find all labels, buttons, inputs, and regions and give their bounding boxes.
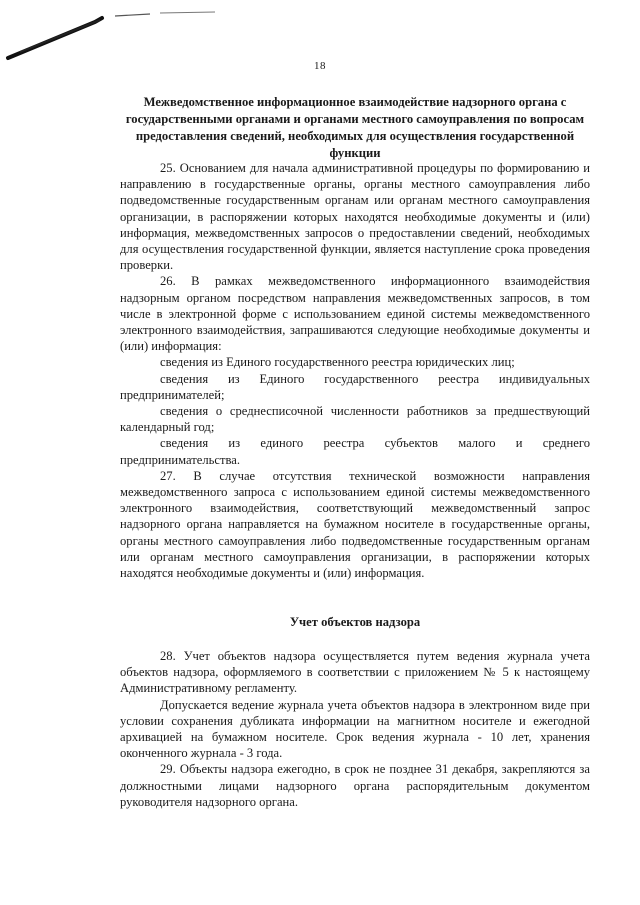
body-section-2	[120, 648, 590, 810]
list-item-headcount: сведения о среднесписочной численности работников за предшествующий календарный год;	[120, 404, 590, 435]
paragraph-25: 25. Основанием для начала административной процедуры по формированию и направлению в государственные органы, органы местного самоуправления либо подведомственные государственным органам или органам местного самоуправления организации, в распоряжении которых находятся необходимые документы и (или) информация, межведомственных запросов о предоставлении сведений, необходимых для осуществления государственной функции, является наступление срока проведения проверки.	[120, 161, 590, 273]
paragraph-electronic-journal: Допускается ведение журнала учета объектов надзора в электронном виде при условии сохранения дубликата информации на магнитном носителе и ежегодной архивацией на бумажном носителе. Срок ведения журнала - 10 лет, хранения оконченного журнала - 3 года.	[120, 697, 590, 761]
paragraph-29: 29. Объекты надзора ежегодно, в срок не позднее 31 декабря, закрепляются за должностными лицами надзорного органа распорядительным документом руководителя надзорного органа.	[120, 762, 590, 809]
paragraph-27: 27. В случае отсутствия технической возможности направления межведомственного запроса с использованием единой системы межведомственного электронного взаимодействия, соответствующий межведомственный запрос надзорного органа направляется на бумажном носителе в государственные органы, органы местного самоуправления либо подведомственные государственным органам или органам местного самоуправления организации, в распоряжении которых находятся необходимые документы и (или) информация.	[120, 468, 590, 581]
list-item-sme-registry: сведения из единого реестра субъектов малого и среднего предпринимательства.	[120, 436, 590, 467]
section-heading: Учет объектов надзора	[289, 615, 421, 629]
body-section-1	[120, 160, 590, 581]
list-item-egrip: сведения из Единого государственного реестра индивидуальных предпринимателей;	[120, 371, 590, 402]
section-title: Межведомственное информационное взаимодействие надзорного органа с государственными органами и органами местного самоуправления по вопросам предоставления сведений, необходимых для осуществления государственной функции	[125, 95, 585, 160]
paragraph-26: 26. В рамках межведомственного информационного взаимодействия надзорным органом посредством направления межведомственных запросов, в том числе в электронной форме с использованием единой системы межведомственного электронного взаимодействия, запрашиваются следующие необходимые документы и (или) информация:	[120, 274, 590, 354]
paragraph-28: 28. Учет объектов надзора осуществляется путем ведения журнала учета объектов надзора, оформляемого в соответствии с приложением № 5 к настоящему Административному регламенту.	[120, 649, 590, 696]
page-number: 18	[314, 60, 326, 72]
list-item-egrul: сведения из Единого государственного реестра юридических лиц;	[160, 355, 515, 370]
